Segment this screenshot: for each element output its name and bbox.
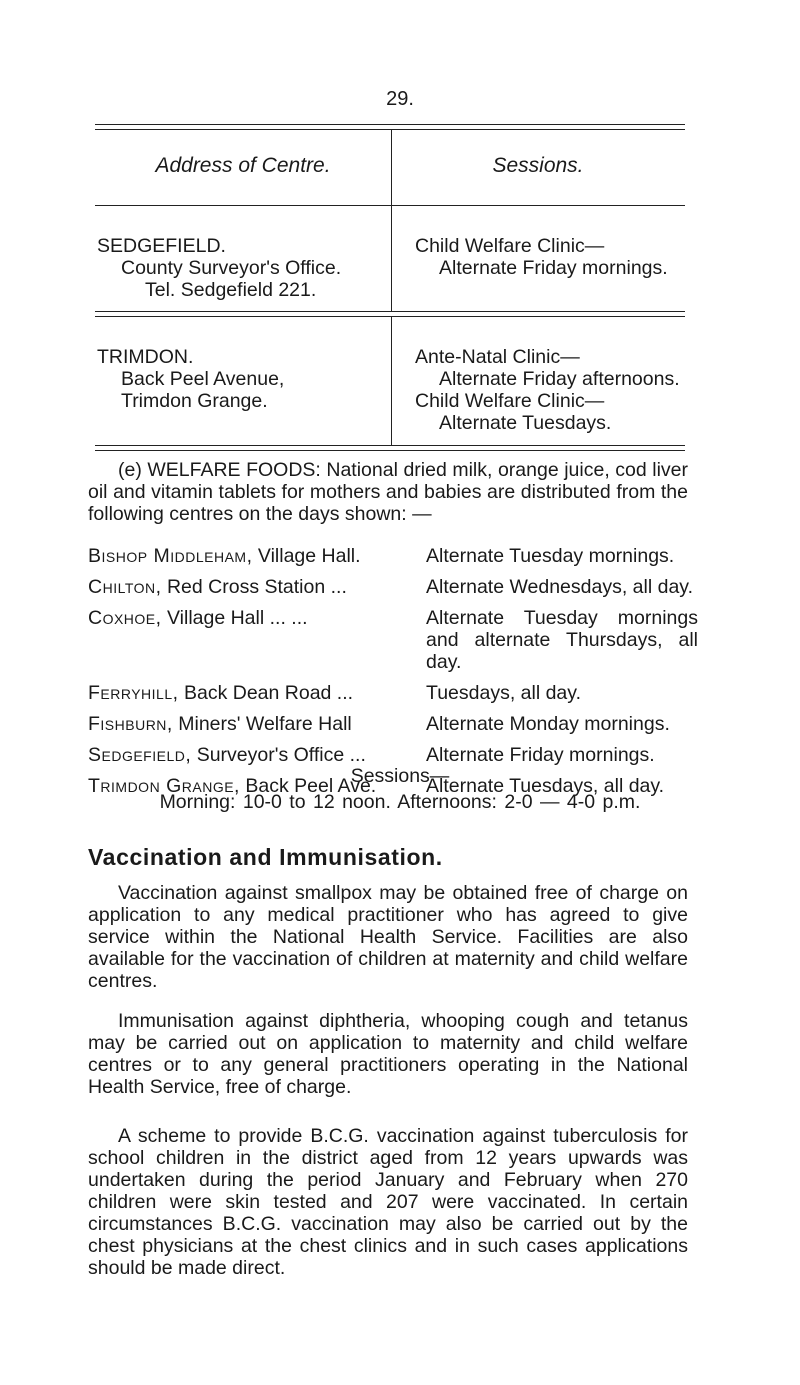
address-line: Trimdon Grange. [121,390,268,412]
clinic-name: Child Welfare Clinic— [415,235,605,257]
centre-days: Alternate Friday mornings. [426,744,655,766]
table-header-row [95,130,685,205]
list-item [88,607,698,673]
place-name: SEDGEFIELD. [97,235,226,257]
list-item [88,545,698,567]
clinic-schedule: Alternate Friday mornings. [439,257,668,279]
list-item [88,744,698,766]
clinic-schedule: Alternate Friday afternoons. [439,368,680,390]
welfare-foods-intro: (e) WELFARE FOODS: National dried milk, orange juice, cod liver oil and vitamin tablets for mothers and babies are distributed from the following centres on the days shown: — [88,459,688,525]
table-bottom-rule [95,445,685,451]
centre-venue: Surveyor's Office ... [191,744,366,766]
list-item [88,682,698,704]
centre-name: Coxhoe, [88,607,162,629]
page-number: 29. [386,88,414,110]
centre-days: Tuesdays, all day. [426,682,581,704]
list-item [88,576,698,598]
clinic-schedule: Alternate Tuesdays. [439,412,612,434]
sessions-cell [391,206,685,311]
header-sessions: Sessions. [492,154,584,177]
address-line: County Surveyor's Office. [121,257,342,279]
centre-name: Trimdon Grange, [88,775,240,797]
section-heading: Vaccination and Immunisation. [88,844,443,870]
paragraph: A scheme to provide B.C.G. vaccination against tuberculosis for school children in the district aged from 12 years upwards was undertaken during the period January and February when 270 children were skin tested and 207 were vaccinated. In certain circumstances B.C.G. vaccination may also be carried out by the chest physicians at the chest clinics and in such cases applications should be made direct. [88,1125,688,1279]
centre-name: Chilton, [88,576,162,598]
paragraph: Immunisation against diphtheria, whooping cough and tetanus may be carried out on application to maternity and child welfare centres or to any general practitioners operating in the National Health Service, free of charge. [88,1010,688,1098]
centre-name: Bishop Middleham, [88,545,253,567]
centre-name: Fishburn, [88,713,173,735]
clinic-table [95,124,685,451]
centre-name: Sedgefield, [88,744,192,766]
address-line: Back Peel Avenue, [121,368,285,390]
sessions-cell [391,317,685,445]
centre-venue: Red Cross Station ... [161,576,347,598]
centre-venue: Miners' Welfare Hall [172,713,352,735]
sessions-title: Sessions— [350,765,450,787]
header-address: Address of Centre. [155,154,331,177]
centre-venue: Back Peel Ave. [239,775,377,797]
centre-venue: Village Hall ... ... [161,607,308,629]
table-row [95,317,685,445]
list-item [88,713,698,735]
centre-days: Alternate Wednesdays, all day. [426,576,694,598]
centre-name: Ferryhill, [88,682,179,704]
centre-days: Alternate Tuesday mornings and alternate Thursdays, all day. [426,607,698,673]
table-row [95,206,685,311]
centre-venue: Village Hall. [252,545,361,567]
sessions-times: Morning: 10-0 to 12 noon. Afternoons: 2-0 — 4-0 p.m. [159,791,641,813]
clinic-name: Child Welfare Clinic— [415,390,605,412]
paragraph: Vaccination against smallpox may be obtained free of charge on application to any medical practitioner who has agreed to give service within the National Health Service. Facilities are also available for the vaccination of children at maternity and child welfare centres. [88,882,688,992]
place-name: TRIMDON. [97,346,194,368]
address-cell [95,206,391,311]
address-line: Tel. Sedgefield 221. [145,279,317,301]
clinic-name: Ante-Natal Clinic— [415,346,580,368]
centre-venue: Back Dean Road ... [178,682,354,704]
centre-days: Alternate Tuesdays, all day. [426,775,665,797]
centre-days: Alternate Monday mornings. [426,713,670,735]
address-cell [95,317,391,445]
centre-days: Alternate Tuesday mornings. [426,545,675,567]
